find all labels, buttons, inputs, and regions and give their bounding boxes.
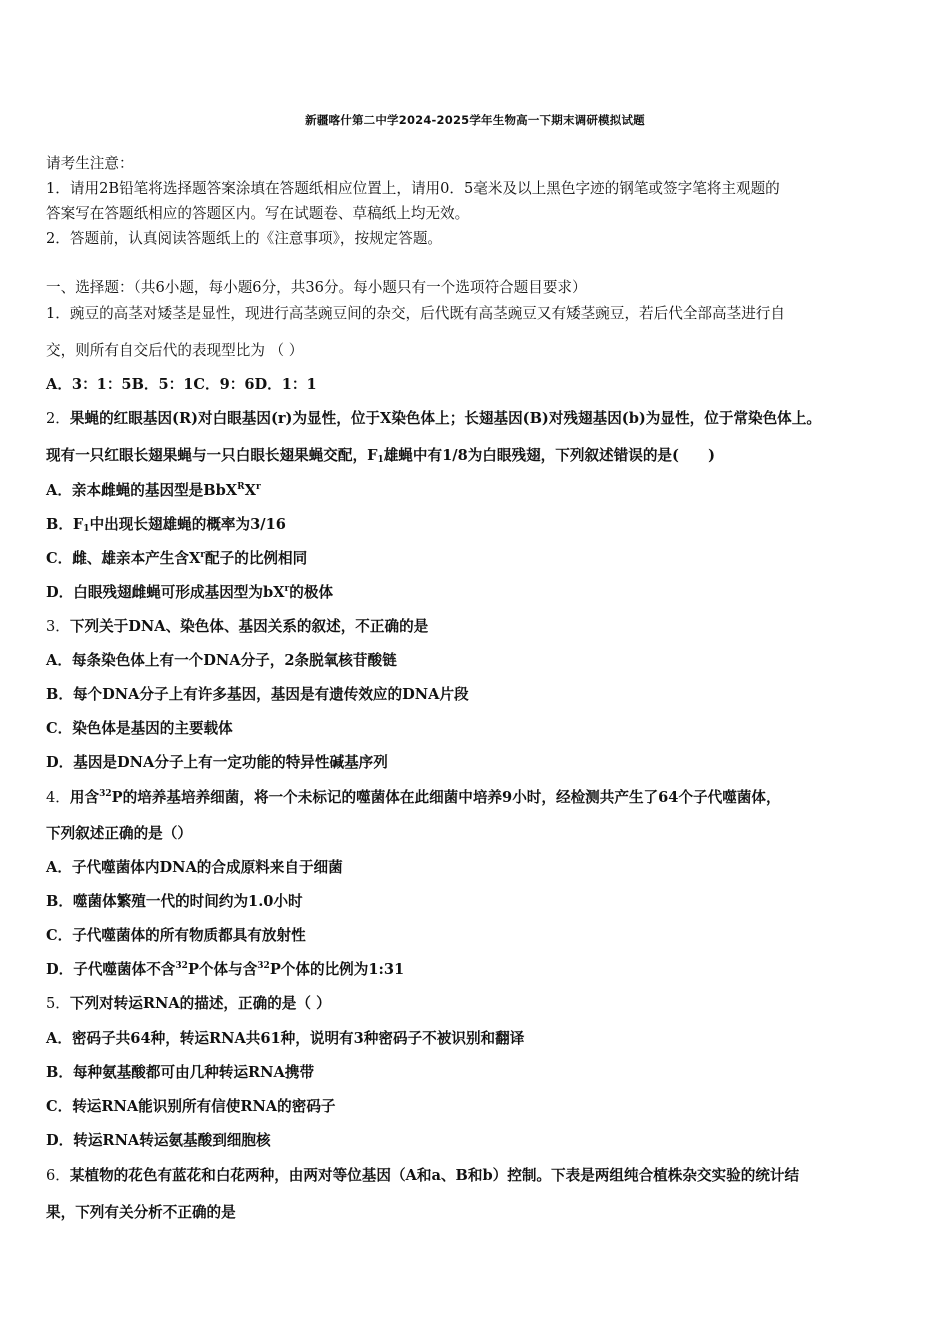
- question-2-option-a: A．亲本雌蝇的基因型是$BbX^RX^r$: [46, 482, 261, 499]
- notice-item-1-line-2: 答案写在答题纸相应的答题区内。写在试题卷、草稿纸上均无效。: [46, 205, 470, 222]
- question-6-line-1: 6．某植物的花色有蓝花和白花两种，由两对等位基因（A和a、B和b）控制。下表是两组纯合植株杂交实验的统计结: [46, 1167, 800, 1184]
- question-4-line-2: 下列叙述正确的是（）: [46, 825, 192, 842]
- question-4-option-a: A．子代噬菌体内DNA的合成原料来自于细菌: [46, 859, 343, 876]
- notice-item-2: 2．答题前，认真阅读答题纸上的《注意事项》，按规定答题。: [46, 230, 443, 247]
- question-2-option-d: D．白眼残翅雌蝇可形成基因型为$bX^r$的极体: [46, 584, 334, 601]
- question-2-option-c: C．雌、雄亲本产生含$X^r$配子的比例相同: [46, 550, 308, 567]
- question-3-stem: 3．下列关于DNA、染色体、基因关系的叙述，不正确的是: [46, 618, 429, 635]
- question-4-number: 4．: [46, 789, 70, 806]
- question-5-option-a: A．密码子共64种，转运RNA共61种，说明有3种密码子不被识别和翻译: [46, 1030, 525, 1047]
- question-1-line-1: 1．豌豆的高茎对矮茎是显性，现进行高茎豌豆间的杂交，后代既有高茎豌豆又有矮茎豌豆，若后代全部高茎进行自: [46, 305, 785, 322]
- notice-heading: 请考生注意：: [46, 155, 134, 172]
- question-5-option-c: C．转运RNA能识别所有信使RNA的密码子: [46, 1098, 336, 1115]
- question-6-line-2: 果，下列有关分析不正确的是: [46, 1204, 236, 1221]
- question-5-option-d: D．转运RNA转运氨基酸到细胞核: [46, 1132, 271, 1149]
- question-5-number: 5．: [46, 995, 70, 1012]
- question-4-line-1: 4．用含$^{32}$P的培养基培养细菌，将一个未标记的噬菌体在此细菌中培养9小时，经检测共产生了64个子代噬菌体，: [46, 789, 781, 806]
- question-5-option-b: B．每种氨基酸都可由几种转运RNA携带: [46, 1064, 315, 1081]
- section-heading: 一、选择题：（共6小题，每小题6分，共36分。每小题只有一个选项符合题目要求）: [46, 279, 587, 296]
- question-3-option-b: B．每个DNA分子上有许多基因，基因是有遗传效应的DNA片段: [46, 686, 469, 703]
- question-2-line-1: 2．果蝇的红眼基因(R)对白眼基因(r)为显性，位于X染色体上；长翅基因(B)对残翅基因(b)为显性，位于常染色体上。: [46, 410, 821, 427]
- page-title: 新疆喀什第二中学2024-2025学年生物高一下期末调研模拟试题: [305, 113, 645, 127]
- question-3-option-d: D．基因是DNA分子上有一定功能的特异性碱基序列: [46, 754, 388, 771]
- question-3-number: 3．: [46, 618, 70, 635]
- question-3-option-a: A．每条染色体上有一个DNA分子，2条脱氧核苷酸链: [46, 652, 397, 669]
- question-1-options: A．3：1：5B．5：1C．9：6D．1：1: [46, 376, 317, 393]
- question-1-line-2: 交，则所有自交后代的表现型比为 （ ）: [46, 342, 304, 359]
- question-6-number: 6．: [46, 1167, 70, 1184]
- question-3-option-c: C．染色体是基因的主要载体: [46, 720, 233, 737]
- question-2-option-b: B．$F_1$中出现长翅雄蝇的概率为3/16: [46, 516, 286, 534]
- question-4-option-c: C．子代噬菌体的所有物质都具有放射性: [46, 927, 306, 944]
- question-4-option-b: B．噬菌体繁殖一代的时间约为1.0小时: [46, 893, 303, 910]
- question-2-line-2: 现有一只红眼长翅果蝇与一只白眼长翅果蝇交配，$F_1$雄蝇中有1/8为白眼残翅，下列叙述错误的是( ): [46, 447, 716, 465]
- question-4-option-d: D．子代噬菌体不含$^{32}$P个体与含$^{32}$P个体的比例为1:31: [46, 961, 405, 978]
- notice-item-1-line-1: 1．请用2B铅笔将选择题答案涂填在答题纸相应位置上，请用0．5毫米及以上黑色字迹的钢笔或签字笔将主观题的: [46, 180, 780, 197]
- question-2-number: 2．: [46, 410, 70, 427]
- question-1-number: 1．: [46, 305, 70, 322]
- question-5-stem: 5．下列对转运RNA的描述，正确的是（ ）: [46, 995, 331, 1012]
